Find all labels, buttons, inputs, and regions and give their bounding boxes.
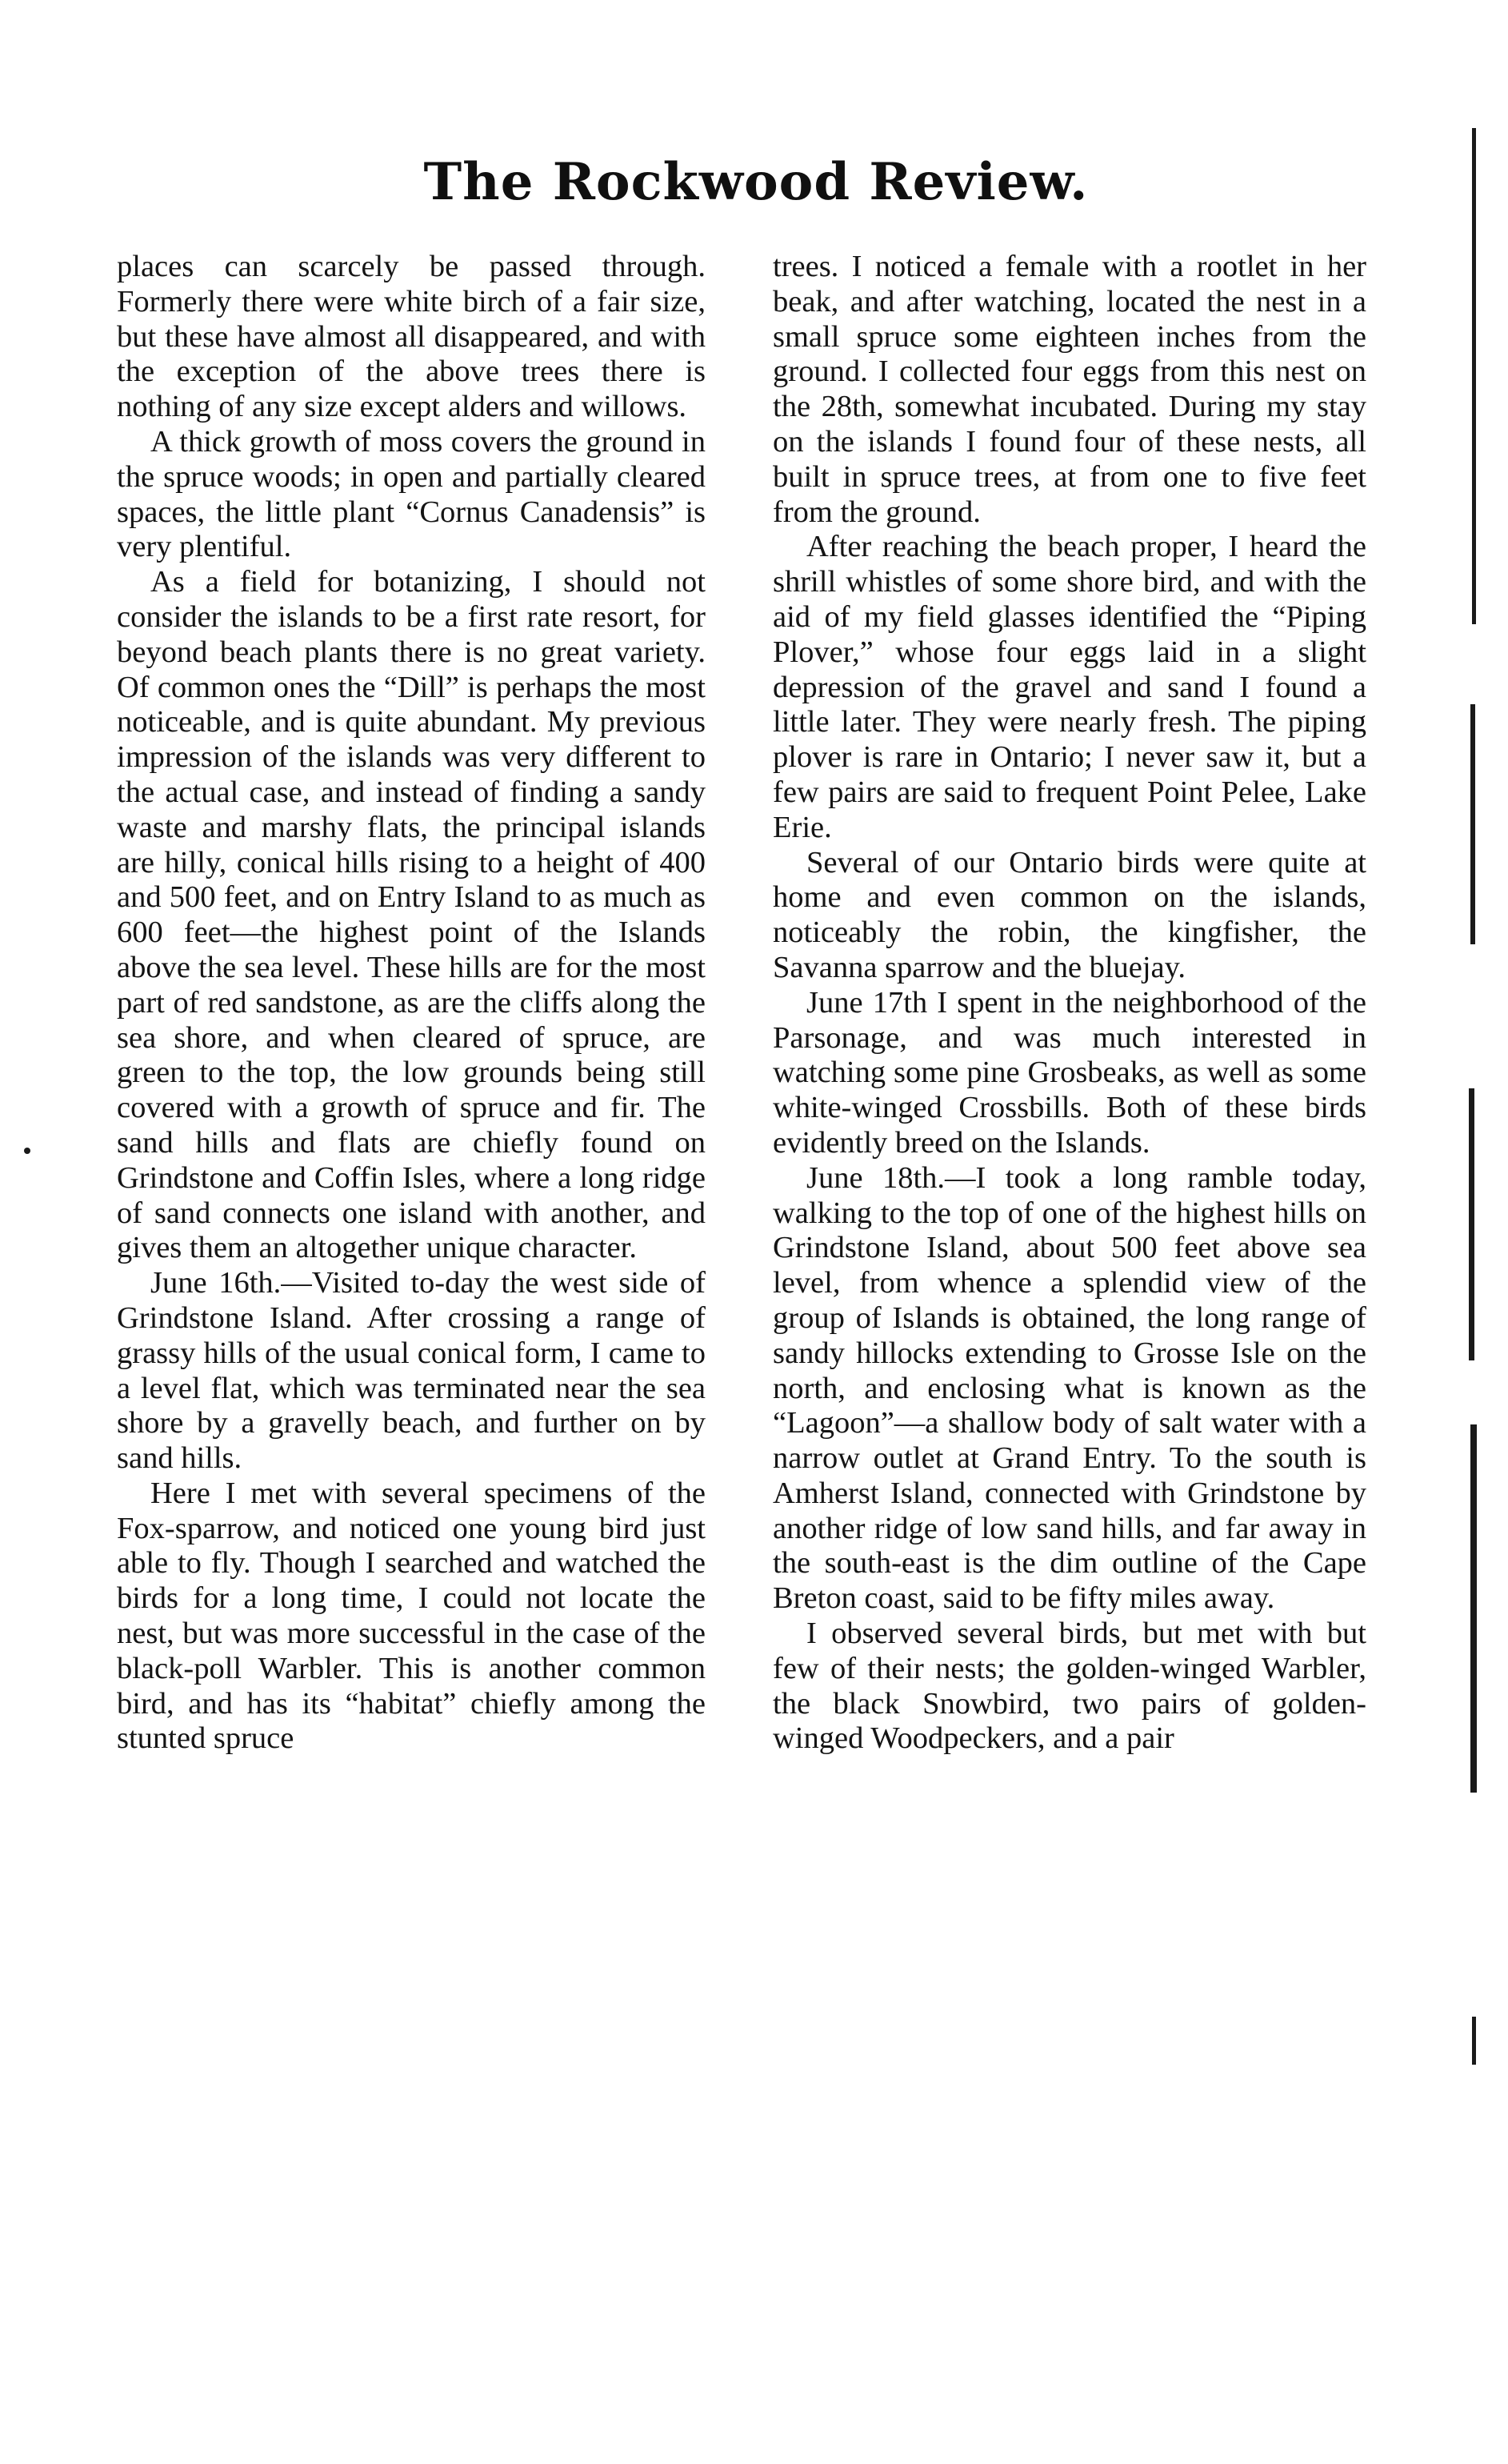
- scan-edge-mark: [1472, 128, 1476, 624]
- left-column: [117, 250, 706, 1757]
- paragraph: places can scarcely be passed through. Formerly there were white birch of a fair size, but these have almost all disappeared, and with the exception of the above trees there is nothing of any size except alders and willows.: [117, 250, 706, 424]
- scan-edge-mark: [1470, 704, 1475, 944]
- right-column: [773, 250, 1366, 1757]
- paragraph: June 16th.—Visited to-day the west side of Grindstone Island. After crossing a range of grassy hills of the usual conical form, I came to a level flat, which was terminated near the sea shore by a gravelly beach, and further on by sand hills.: [117, 1266, 706, 1476]
- paragraph: Several of our Ontario birds were quite at home and even common on the islands, noticeably the robin, the kingfisher, the Savanna sparrow and the bluejay.: [773, 845, 1366, 984]
- paragraph: As a field for botanizing, I should not consider the islands to be a first rate resort, for beyond beach plants there is no great variety. Of common ones the “Dill” is perhaps the most noticeable, and is quite abundant. My previous impression of the islands was very different to the actual case, and instead of finding a sandy waste and marshy flats, the principal islands are hilly, conical hills rising to a height of 400 and 500 feet, and on Entry Island to as much as 600 feet—the highest point of the Islands above the sea level. These hills are for the most part of red sandstone, as are the cliffs along the sea shore, and when cleared of spruce, are green to the top, the low grounds being still covered with a growth of spruce and fir. The sand hills and flats are chiefly found on Grindstone and Coffin Isles, where a long ridge of sand connects one island with another, and gives them an altogether unique character.: [117, 565, 706, 1265]
- scan-speck: [24, 1148, 30, 1154]
- paragraph: Here I met with several specimens of the Fox-sparrow, and noticed one young bird just able to fly. Though I searched and watched the birds for a long time, I could not locate the nest, but was more successful in the case of the black-poll Warbler. This is another common bird, and has its “habitat” chiefly among the stunted spruce: [117, 1476, 706, 1756]
- paragraph: A thick growth of moss covers the ground in the spruce woods; in open and partially cleared spaces, the little plant “Cornus Canadensis” is very plentiful.: [117, 424, 706, 564]
- paragraph: trees. I noticed a female with a rootlet in her beak, and after watching, located the nest in a small spruce some eighteen inches from the ground. I collected four eggs from this nest on the 28th, somewhat incubated. During my stay on the islands I found four of these nests, all built in spruce trees, at from one to five feet from the ground.: [773, 250, 1366, 529]
- paragraph: June 18th.—I took a long ramble today, walking to the top of one of the highest hills on Grindstone Island, about 500 feet above sea level, from whence a splendid view of the group of Islands is obtained, the long range of sandy hillocks extending to Grosse Isle on the north, and enclosing what is known as the “Lagoon”—a shallow body of salt water with a narrow outlet at Grand Entry. To the south is Amherst Island, connected with Grindstone by another ridge of low sand hills, and far away in the south-east is the dim outline of the Cape Breton coast, said to be fifty miles away.: [773, 1160, 1366, 1616]
- scan-edge-mark: [1469, 1088, 1474, 1360]
- scan-edge-mark: [1472, 2017, 1476, 2065]
- paragraph: June 17th I spent in the neighborhood of the Parsonage, and was much interested in watching some pine Grosbeaks, as well as some white-winged Crossbills. Both of these birds evidently breed on the Islands.: [773, 985, 1366, 1160]
- masthead-title: The Rockwood Review.: [423, 152, 1089, 212]
- scan-edge-mark: [1470, 1424, 1477, 1793]
- paragraph: After reaching the beach proper, I heard the shrill whistles of some shore bird, and with the aid of my field glasses identified the “Piping Plover,” whose four eggs laid in a slight depression of the gravel and sand I found a little later. They were nearly fresh. The piping plover is rare in Ontario; I never saw it, but a few pairs are said to frequent Point Pelee, Lake Erie.: [773, 530, 1366, 844]
- paragraph: I observed several birds, but met with but few of their nests; the golden-winged Warbler, the black Snowbird, two pairs of golden-winged Woodpeckers, and a pair: [773, 1617, 1366, 1756]
